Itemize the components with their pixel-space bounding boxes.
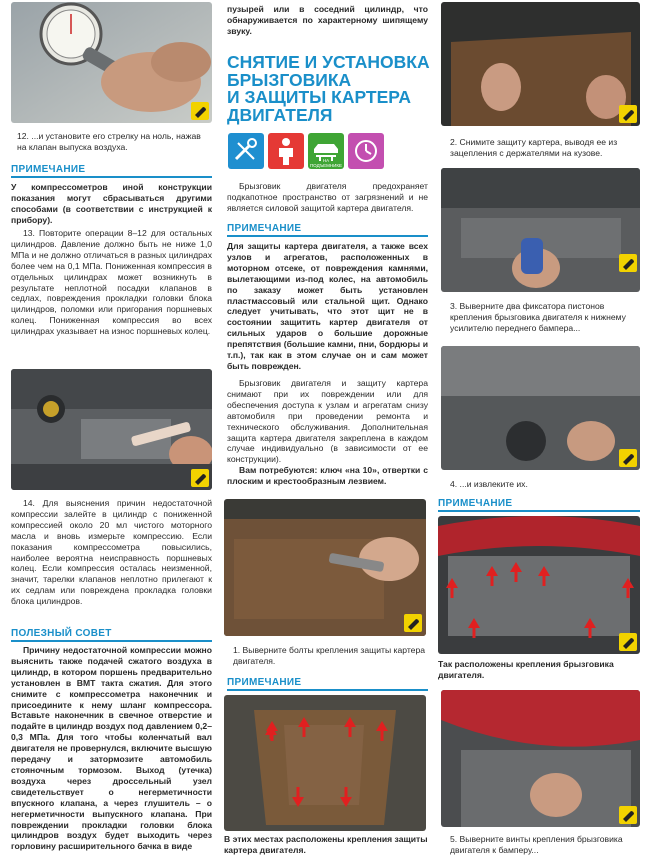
photo-step-4-extract [441, 346, 640, 470]
tip-text: Причину недостаточной компрессии можно выяснить также подачей сжатого воздуха в цилиндр, в котором поршень предварительно установлен в ВМТ такта сжатия. Для этого снимите с компрессометра наконечник и присоедините к нему шланг компрессора. Вставьте наконечник в свечное отверстие и подайте в цилиндр воздух под давлением 0,2–0,3 МПа. Для того чтобы коленчатый вал двигателя не провернулся, включите высшую передачу и затормозите автомобиль стояночным тормозом. Выход (утечка) воздуха через дроссельный узел свидетельствует о негерметичности впускного клапана, а через глушитель – о негерметичности выпускного клапана. При повреждении прокладки головки блока цилиндров воздух будет выходить через горловину расширительного бачка в виде [11, 645, 212, 852]
wrench-icon [619, 806, 637, 824]
section-title-line: СНЯТИЕ И УСТАНОВКА [227, 52, 430, 72]
caption-step-2: 2. Снимите защиту картера, выводя ее из зацепления с держателями на кузове. [450, 137, 618, 158]
caption-step-12: 12. ...и установите его стрелку на ноль, нажав на клапан выпуска воздуха. [17, 131, 201, 152]
tools-text: Вам потребуются: ключ «на 10», отвертки с плоским и крестообразным лезвием. [227, 465, 428, 486]
section-title-line: ДВИГАТЕЛЯ [227, 104, 333, 125]
note-caption: В этих местах расположены крепления защиты картера двигателя. [224, 834, 428, 855]
tile-tools-icon [228, 133, 264, 169]
wrench-icon [619, 633, 637, 651]
tile-clock-icon [348, 133, 384, 169]
wrench-icon [191, 469, 209, 487]
wrench-icon [404, 614, 422, 632]
section-title [227, 54, 432, 124]
caption-step-3: 3. Выверните два фиксатора пистонов крепления брызговика двигателя к нижнему усилителю переднего бампера... [450, 301, 626, 333]
photo-step-2-shield-removal [441, 2, 640, 126]
photo-splash-guard-fasteners [438, 516, 640, 654]
note-text: У компрессометров иной конструкции показания могут сбрасываться другими способами (в соответствии с инструкцией к прибору). [11, 182, 212, 225]
step-14-text: 14. Для выяснения причин недостаточной компрессии залейте в цилиндр с пониженной компрессией около 20 мл чистого моторного масла и вновь измерьте компрессию. Если показания компрессометра повысились, наиболее вероятна неисправность поршневых колец. Если компрессия осталась неизменной, значит, тарелки клапанов неплотно прилегают к их седлам или повреждена прокладка головки блока цилиндров. [11, 498, 212, 607]
note-heading: ПРИМЕЧАНИЕ [227, 677, 428, 691]
caption-step-4: 4. ...и извлеките их. [450, 479, 528, 489]
caption-step-1: 1. Выверните болты крепления защиты картера двигателя. [233, 645, 426, 666]
note-heading: ПРИМЕЧАНИЕ [11, 164, 212, 178]
tile-lift-label: НА ПОДЪЕМНИКЕ [309, 158, 343, 168]
photo-step-3-piston-retainers [441, 168, 640, 292]
intro-text: Брызговик двигателя предохраняет подкапотное пространство от загрязнений и не является силовой защитой картера двигателя. [227, 181, 428, 213]
wrench-icon [619, 449, 637, 467]
continuation-text: пузырей или в соседний цилиндр, что обнаруживается по характерному шипящему звуку. [227, 4, 428, 36]
wrench-icon [619, 254, 637, 272]
note-text: Для защиты картера двигателя, а также всех узлов и агрегатов, расположенных в моторном отсеке, от повреждения камнями, вылетающими из-под колес, на автомобиль по заказу может быть установлен пластмассовый или стальной щит. Однако следует учитывать, что этот щит не в состоянии защитить картер двигателя от сильных ударов о большие дорожные препятствия (большие камни, пни, бордюры и т.п.), так как в этом случае он и сам может быть поврежден. [227, 241, 428, 371]
note-heading: ПРИМЕЧАНИЕ [227, 223, 428, 237]
tile-person-icon [268, 133, 304, 169]
photo-step-5-bumper-screws [441, 690, 640, 827]
wrench-icon [619, 105, 637, 123]
caption-step-5: 5. Выверните винты крепления брызговика двигателя к бамперу... [450, 834, 623, 855]
step-13-text: 13. Повторите операции 8–12 для остальных цилиндров. Давление должно быть не ниже 1,0 МПа и не должно отличаться в разных цилиндрах более чем на 0,1 МПа. Пониженная компрессия в отдельных цилиндрах может возникнуть в результате неплотной посадки клапанов в седлах, повреждения прокладки головки блока цилиндров, поломки или пригорания поршневых колец. Пониженная компрессия во всех цилиндрах указывает на износ поршневых колец. [11, 228, 212, 337]
note-caption: Так расположены крепления брызговика двигателя. [438, 659, 614, 680]
tip-heading: ПОЛЕЗНЫЙ СОВЕТ [11, 628, 212, 642]
note-heading: ПРИМЕЧАНИЕ [438, 498, 640, 512]
section-title-line: И ЗАЩИТЫ КАРТЕРА [227, 87, 412, 107]
tile-lift-icon [308, 133, 344, 169]
photo-engine-oil-syringe [11, 369, 212, 490]
section-title-line: БРЫЗГОВИКА [227, 69, 352, 90]
wrench-icon [191, 102, 209, 120]
photo-shield-fasteners [224, 695, 426, 831]
photo-step-1-bolts [224, 499, 426, 636]
body-text: Брызговик двигателя и защиту картера снимают при их повреждении или для обеспечения доступа к узлам и агрегатам снизу автомобиля при проведении ремонта и технического обслуживания. Дополнительная защита картера двигателя закреплена в каждом случае индивидуально (в зависимости от ее конструкции). [227, 378, 428, 465]
photo-compression-gauge [11, 2, 212, 123]
